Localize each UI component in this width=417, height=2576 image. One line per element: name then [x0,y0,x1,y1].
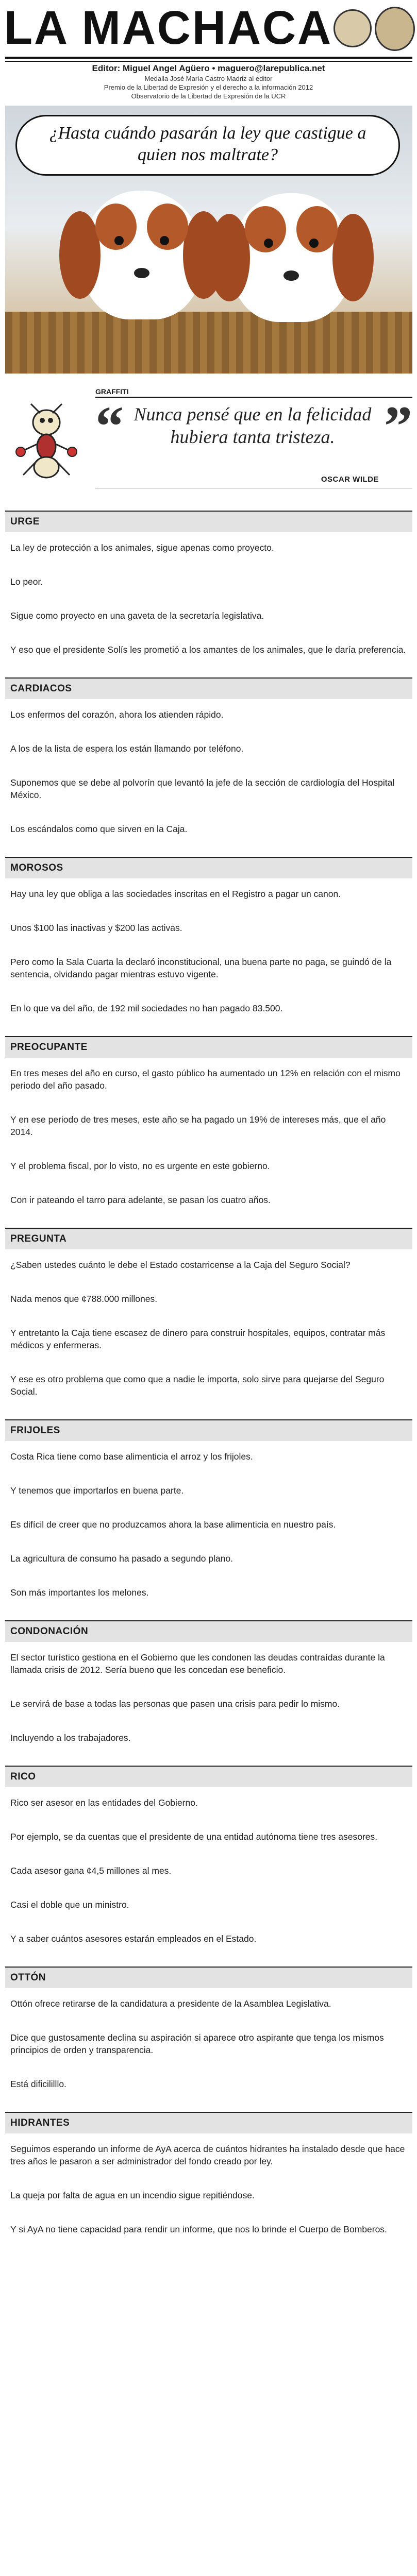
section-heading: PREOCUPANTE [5,1036,412,1058]
section-paragraph: Le servirá de base a todas las personas que pasen una crisis para pedir lo mismo. [10,1699,340,1709]
section-paragraph: Es difícil de creer que no produzcamos ahora la base alimenticia en nuestro país. [10,1519,336,1530]
section-paragraph: Y eso que el presidente Solís les prometió a los amantes de los animales, que le daría preferencia. [10,645,406,655]
article-sections [5,502,412,2257]
section-heading: URGE [5,511,412,532]
section-paragraph: Y entretanto la Caja tiene escasez de dinero para construir hospitales, equipos, contratar más médicos y enfermeras. [10,1328,386,1350]
section-paragraph: Seguimos esperando un informe de AyA acerca de cuántos hidrantes ha instalado desde que hace tres años le pasaron a ser administrador del fondo creado por ley. [10,2144,405,2166]
section-heading: CONDONACIÓN [5,1620,412,1642]
masthead-credits [0,63,417,100]
section-paragraph: Los escándalos como que sirven en la Caja. [10,824,188,834]
section-paragraph: En tres meses del año en curso, el gasto público ha aumentado un 12% en relación con el mismo periodo del año pasado. [10,1068,401,1091]
section-paragraph: Unos $100 las inactivas y $200 las activas. [10,923,182,933]
section-paragraph: Casi el doble que un ministro. [10,1900,129,1910]
section-heading: HIDRANTES [5,2112,412,2133]
section-paragraph: Rico ser asesor en las entidades del Gobierno. [10,1798,198,1808]
section-paragraph: Ottón ofrece retirarse de la candidatura a presidente de la Asamblea Legislativa. [10,1998,331,2009]
section-paragraph: ¿Saben ustedes cuánto le debe el Estado costarricense a la Caja del Seguro Social? [10,1260,351,1270]
graffiti-box [5,387,412,496]
editor-line: Editor: Miguel Angel Agüero • maguero@larepublica.net [92,63,325,73]
masthead-emblems [333,4,411,56]
section-paragraph: Y si AyA no tiene capacidad para rendir un informe, que nos lo brinde el Cuerpo de Bomberos. [10,2224,387,2234]
ant-mascot-icon [15,403,77,480]
section-paragraph: Suponemos que se debe al polvorín que levantó la jefe de la sección de cardiología del Hospital México. [10,777,395,800]
credit-line: Observatorio de la Libertad de Expresión de la UCR [131,92,286,100]
credit-line: Medalla José María Castro Madriz al editor [144,75,273,82]
section-paragraph: Y el problema fiscal, por lo visto, no es urgente en este gobierno. [10,1161,270,1171]
section-paragraph: Y en ese periodo de tres meses, este año se ha pagado un 19% de intereses más, que el año 2014. [10,1114,386,1137]
portrait-coin-icon [375,7,415,51]
masthead-rule [5,57,412,59]
section-paragraph: Incluyendo a los trabajadores. [10,1733,131,1743]
section-paragraph: Por ejemplo, se da cuentas que el presidente de una entidad autónoma tiene tres asesores. [10,1832,378,1842]
graffiti-quote: Nunca pensé que en la felicidad hubiera tanta tristeza. [134,404,372,447]
section-heading: FRIJOLES [5,1419,412,1441]
puppy-right [232,193,351,322]
section-paragraph: Lo peor. [10,577,43,587]
section-paragraph: Pero como la Sala Cuarta la declaró inconstitucional, una buena parte no paga, se guindó de la sentencia, olvidando pagar mientras estuvo vigente. [10,957,392,979]
graffiti-label: GRAFFITI [95,387,129,396]
section-paragraph: A los de la lista de espera los están llamando por teléfono. [10,743,244,754]
section-paragraph: Los enfermos del corazón, ahora los atienden rápido. [10,709,224,720]
section-paragraph: Sigue como proyecto en una gaveta de la secretaría legislativa. [10,611,264,621]
section-paragraph: Dice que gustosamente declina su aspiración si aparece otro aspirante que tenga los mismos principios de orden y transparencia. [10,2032,384,2055]
section-paragraph: Con ir pateando el tarro para adelante, se pasan los cuatro años. [10,1195,271,1205]
puppy-left [82,191,201,319]
hero-headline: ¿Hasta cuándo pasarán la ley que castigue a quien nos maltrate? [49,124,366,164]
section-paragraph: Hay una ley que obliga a las sociedades inscritas en el Registro a pagar un canon. [10,889,341,899]
basket [5,312,412,374]
section-paragraph: Y ese es otro problema que como que a nadie le importa, solo sirve para quejarse del Seguro Social. [10,1374,385,1397]
section-paragraph: Nada menos que ¢788.000 millones. [10,1294,158,1304]
section-paragraph: Está dificililllo. [10,2079,66,2089]
section-heading: CARDIACOS [5,677,412,699]
quote-author: OSCAR WILDE [321,475,379,484]
section-paragraph: Cada asesor gana ¢4,5 millones al mes. [10,1866,172,1876]
section-paragraph: Y a saber cuántos asesores estarán empleados en el Estado. [10,1934,257,1944]
section-paragraph: Son más importantes los melones. [10,1587,149,1598]
section-paragraph: En lo que va del año, de 192 mil sociedades no han pagado 83.500. [10,1003,283,1013]
section-paragraph: La agricultura de consumo ha pasado a segundo plano. [10,1553,233,1564]
section-paragraph: La queja por falta de agua en un incendio sigue repitiéndose. [10,2190,255,2200]
speech-bubble [15,115,400,176]
section-paragraph: El sector turístico gestiona en el Gobierno que les condonen las deudas contraídas durante la llamada crisis de 2012. Sería bueno que les concedan ese beneficio. [10,1652,385,1675]
section-paragraph: Y tenemos que importarlos en buena parte. [10,1485,184,1496]
section-paragraph: Costa Rica tiene como base alimenticia el arroz y los frijoles. [10,1451,253,1462]
section-heading: OTTÓN [5,1967,412,1988]
section-heading: RICO [5,1766,412,1787]
hero-image [5,106,412,374]
close-quote-mark: ” [384,395,412,457]
open-quote-mark: “ [95,395,124,457]
masthead [0,0,417,103]
masthead-rule-thin [5,61,412,62]
masthead-title: LA MACHACA [4,2,333,54]
section-paragraph: La ley de protección a los animales, sigue apenas como proyecto. [10,543,274,553]
section-heading: MOROSOS [5,857,412,878]
credit-line: Premio de la Libertad de Expresión y el derecho a la información 2012 [104,83,313,91]
section-heading: PREGUNTA [5,1228,412,1249]
medal-icon [333,9,372,47]
graffiti-rule [95,397,412,398]
